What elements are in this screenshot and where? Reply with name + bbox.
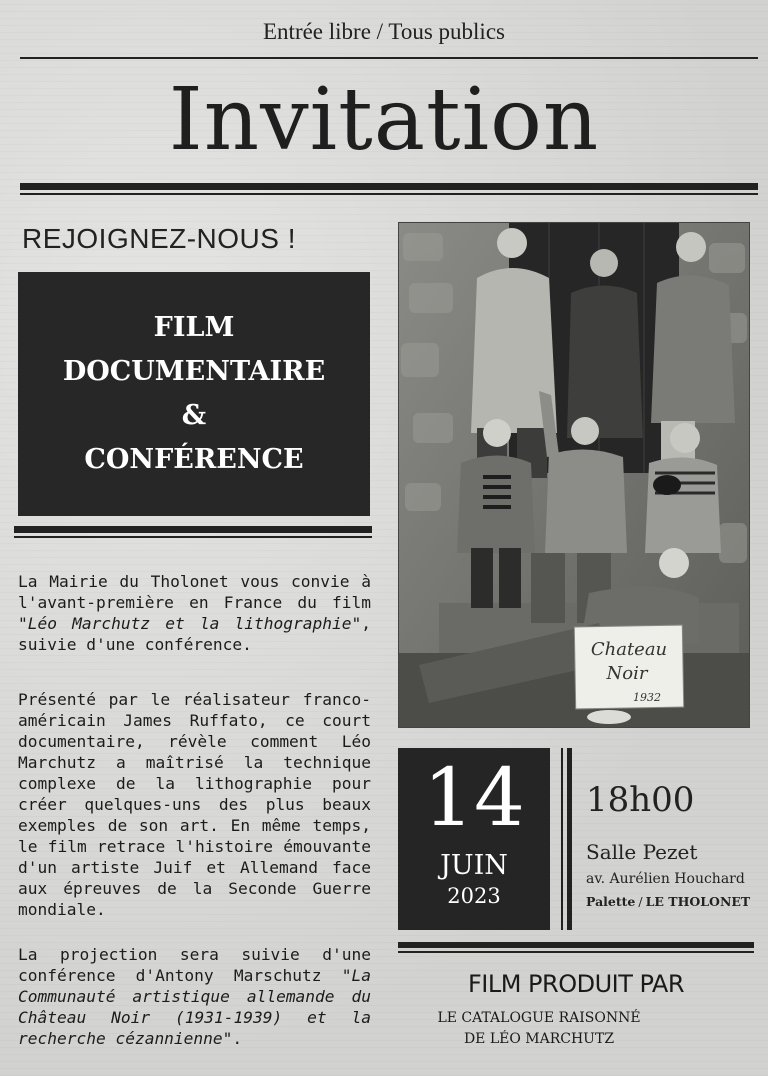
date-box — [398, 748, 550, 930]
divider-left-thin — [14, 536, 372, 538]
divider-right-thin — [398, 951, 754, 953]
sign-year: 1932 — [633, 691, 661, 704]
divider-right-thick — [398, 942, 754, 948]
box-line: FILM — [153, 312, 235, 343]
sign-line: Noir — [606, 663, 648, 684]
credits-line: LE CATALOGUE RAISONNÉ — [437, 1010, 641, 1026]
box-line: & — [181, 400, 207, 431]
vertical-divider — [567, 748, 572, 930]
chateau-noir-sign — [574, 625, 683, 709]
town-palette: Palette — [586, 894, 636, 909]
box-line: CONFÉRENCE — [84, 444, 304, 475]
credits-heading: FILM PRODUIT PAR — [467, 970, 685, 998]
conference-title: La Communauté artistique allemande du Château Noir (1931-1939) et la recherche cézannienne — [18, 966, 371, 1048]
event-day: 14 — [423, 751, 525, 844]
event-town — [586, 894, 750, 909]
divider-left-thick — [14, 526, 372, 533]
event-time: 18h00 — [586, 780, 695, 820]
credits-line: DE LÉO MARCHUTZ — [463, 1031, 615, 1047]
film-conference-box — [18, 272, 370, 516]
photo-illustration — [399, 223, 750, 728]
divider-top — [20, 57, 758, 59]
town-tholonet: LE THOLONET — [645, 894, 751, 909]
sign-line: Chateau — [590, 639, 668, 660]
divider-thin — [20, 193, 758, 195]
box-line: DOCUMENTAIRE — [62, 356, 326, 387]
historic-group-photo — [398, 222, 750, 728]
event-month: JUIN — [440, 850, 508, 881]
page-title: Invitation — [168, 70, 600, 170]
event-venue: Salle Pezet — [586, 840, 698, 864]
credits-producer — [398, 1008, 680, 1050]
paragraph-text: La Mairie du Tholonet vous convie à l'avant-première en France du film " — [18, 572, 371, 633]
paragraph-text: ", suivie d'une conférence. — [18, 614, 371, 654]
event-year: 2023 — [447, 884, 501, 908]
paragraph-conference — [18, 944, 371, 1049]
entry-note: Entrée libre / Tous publics — [263, 19, 505, 44]
event-address: av. Aurélien Houchard — [586, 871, 745, 887]
paragraph-invitation — [18, 571, 371, 655]
headline-join: REJOIGNEZ-NOUS ! — [22, 223, 297, 254]
paragraph-text: ". — [222, 1029, 243, 1048]
film-title: Léo Marchutz et la lithographie — [27, 614, 352, 633]
vertical-divider — [561, 748, 563, 930]
divider-thick — [20, 183, 758, 190]
town-separator: / — [638, 894, 643, 909]
paragraph-description: Présenté par le réalisateur franco-américain James Ruffato, ce court documentaire, révèle comment Léo Marchutz a maîtrisé la technique complexe de la lithographie pour créer quelques-uns des plus beaux exemples de son art. En même temps, le film retrace l'histoire émouvante d'un artiste Juif et Allemand face aux épreuves de la Seconde Guerre mondiale. — [18, 690, 371, 919]
paragraph-text: La projection sera suivie d'une conférence d'Antony Marschutz " — [18, 945, 371, 985]
